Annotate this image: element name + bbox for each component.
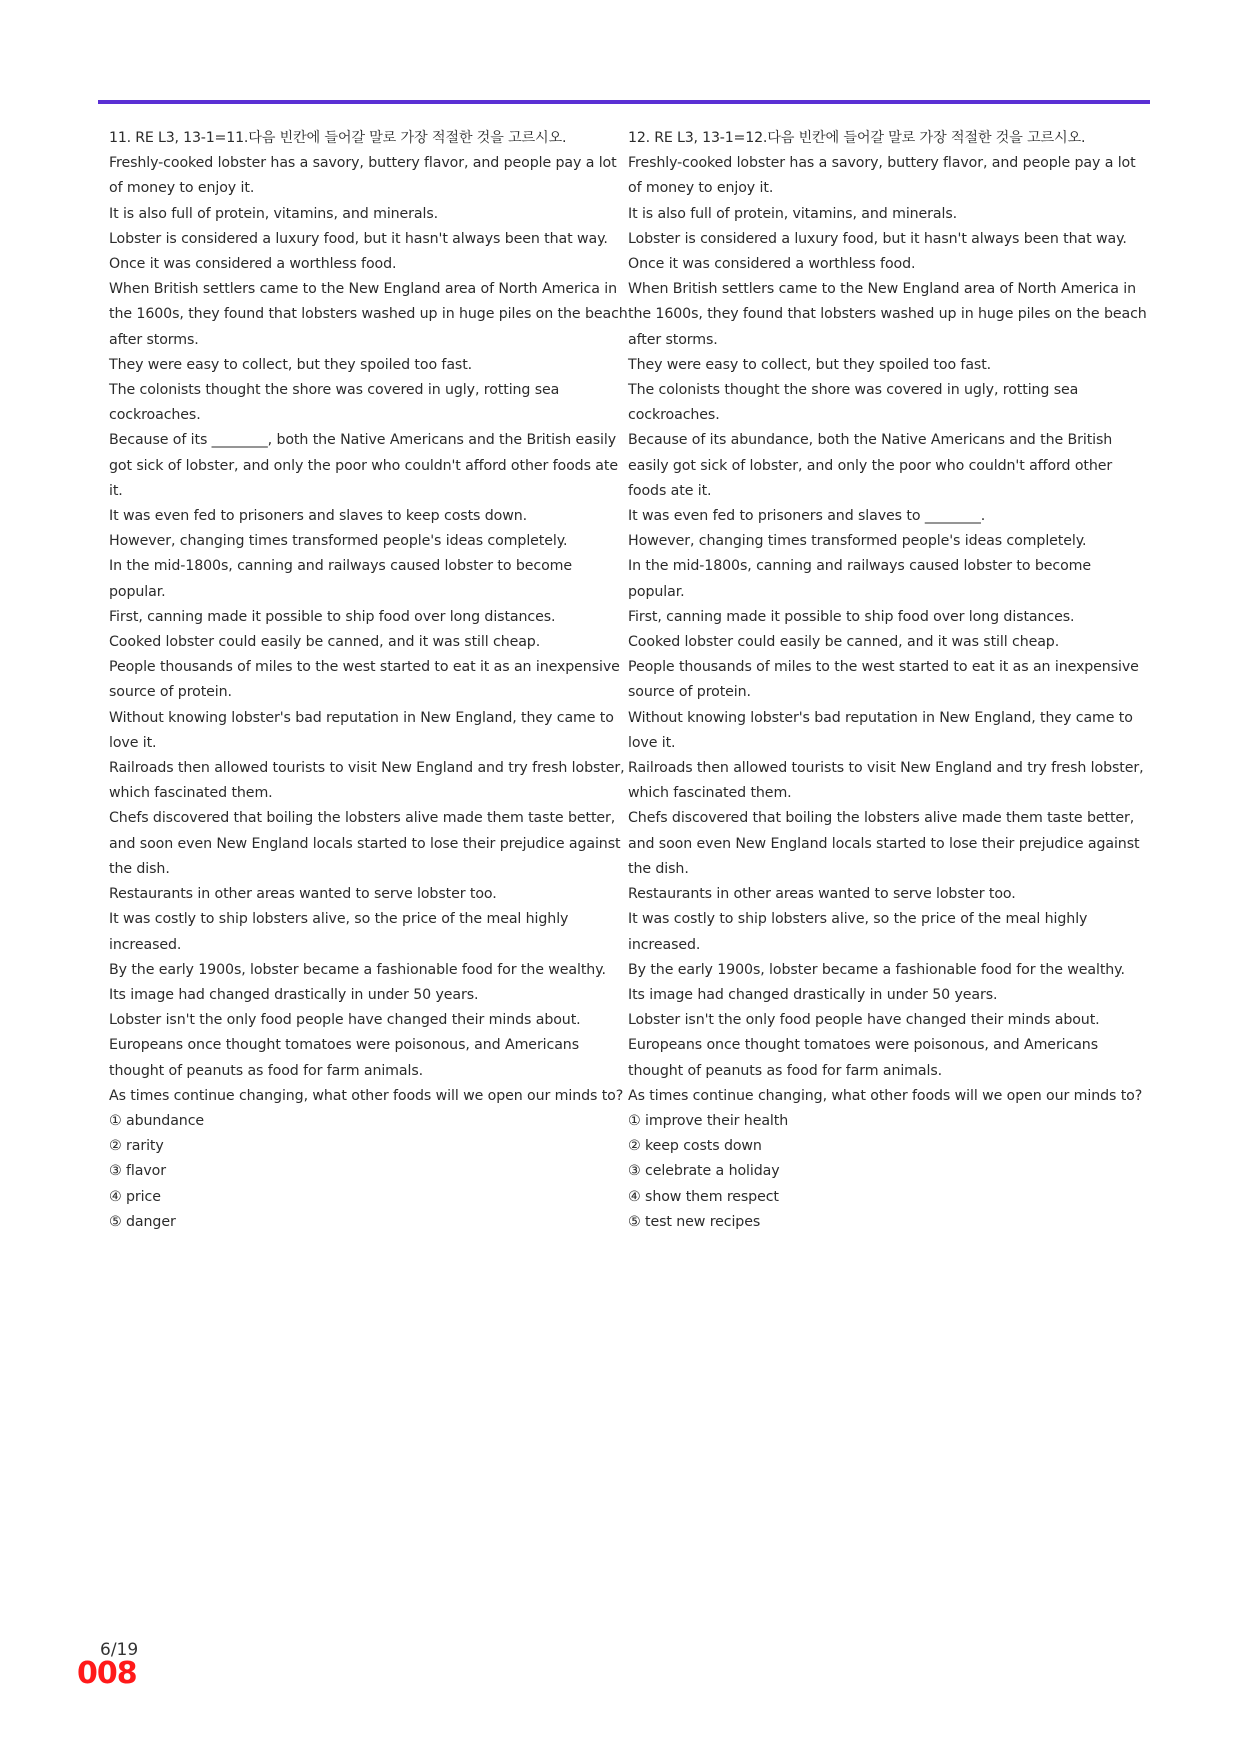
passage-sentence: They were easy to collect, but they spoiled too fast. (109, 356, 473, 373)
passage-sentence: As times continue changing, what other foods will we open our minds to? (628, 1087, 1143, 1104)
passage-sentence: Railroads then allowed tourists to visit New England and try fresh lobster, which fascinated them. (628, 760, 1144, 802)
answer-option[interactable]: ② keep costs down (628, 1138, 762, 1155)
passage-sentence: As times continue changing, what other foods will we open our minds to? (109, 1087, 624, 1104)
passage-sentence: Its image had changed drastically in under 50 years. (628, 986, 998, 1003)
passage-sentence: Europeans once thought tomatoes were poisonous, and Americans thought of peanuts as food for farm animals. (109, 1037, 579, 1079)
passage (109, 151, 629, 1109)
passage-sentence: Lobster is considered a luxury food, but it hasn't always been that way. (628, 230, 1127, 247)
answer-option[interactable]: ② rarity (109, 1138, 164, 1155)
answer-option[interactable]: ⑤ test new recipes (628, 1213, 761, 1230)
passage-sentence: Once it was considered a worthless food. (628, 256, 916, 273)
passage-sentence: Lobster is considered a luxury food, but it hasn't always been that way. (109, 230, 608, 247)
page-number: 6/19 (100, 1640, 139, 1660)
passage-sentence: The colonists thought the shore was covered in ugly, rotting sea cockroaches. (628, 382, 1079, 424)
passage-sentence: It is also full of protein, vitamins, and minerals. (109, 205, 439, 222)
question-12 (628, 126, 1148, 1235)
answer-option[interactable]: ④ show them respect (628, 1188, 779, 1205)
passage-sentence: Without knowing lobster's bad reputation in New England, they came to love it. (109, 709, 614, 751)
passage-sentence: Once it was considered a worthless food. (109, 256, 397, 273)
passage-sentence: Europeans once thought tomatoes were poisonous, and Americans thought of peanuts as food for farm animals. (628, 1037, 1098, 1079)
passage-sentence: In the mid-1800s, canning and railways caused lobster to become popular. (628, 558, 1092, 600)
passage-sentence: Freshly-cooked lobster has a savory, buttery flavor, and people pay a lot of money to enjoy it. (109, 155, 617, 197)
passage-sentence: Chefs discovered that boiling the lobsters alive made them taste better, and soon even New England locals started to lose their prejudice against the dish. (628, 810, 1140, 877)
passage-sentence: Without knowing lobster's bad reputation in New England, they came to love it. (628, 709, 1133, 751)
answer-option[interactable]: ③ celebrate a holiday (628, 1163, 780, 1180)
passage-sentence: It was even fed to prisoners and slaves to ________. (628, 508, 986, 525)
passage-sentence: Cooked lobster could easily be canned, and it was still cheap. (109, 634, 541, 651)
answer-option[interactable]: ⑤ danger (109, 1213, 176, 1230)
passage-sentence: Freshly-cooked lobster has a savory, buttery flavor, and people pay a lot of money to enjoy it. (628, 155, 1136, 197)
passage-sentence: Railroads then allowed tourists to visit New England and try fresh lobster, which fascinated them. (109, 760, 625, 802)
passage-sentence: When British settlers came to the New England area of North America in the 1600s, they found that lobsters washed up in huge piles on the beach after storms. (628, 281, 1147, 348)
passage-sentence: However, changing times transformed people's ideas completely. (109, 533, 568, 550)
passage-sentence: It was even fed to prisoners and slaves to keep costs down. (109, 508, 528, 525)
answer-option[interactable]: ① improve their health (628, 1112, 789, 1129)
question-11 (109, 126, 629, 1235)
passage-sentence: They were easy to collect, but they spoiled too fast. (628, 356, 992, 373)
passage-sentence: People thousands of miles to the west started to eat it as an inexpensive source of protein. (109, 659, 620, 701)
passage-sentence: The colonists thought the shore was covered in ugly, rotting sea cockroaches. (109, 382, 560, 424)
header-rule (98, 100, 1150, 104)
passage-sentence: People thousands of miles to the west started to eat it as an inexpensive source of protein. (628, 659, 1139, 701)
passage-sentence: By the early 1900s, lobster became a fashionable food for the wealthy. (109, 961, 606, 978)
question-header: 11. RE L3, 13-1=11.다음 빈칸에 들어갈 말로 가장 적절한 것을 고르시오. (109, 130, 567, 146)
passage-sentence: Cooked lobster could easily be canned, and it was still cheap. (628, 634, 1060, 651)
passage-sentence: It is also full of protein, vitamins, and minerals. (628, 205, 958, 222)
page-code: 008 (77, 1656, 137, 1691)
passage-sentence: First, canning made it possible to ship food over long distances. (109, 608, 556, 625)
answer-options (109, 1109, 629, 1235)
answer-option[interactable]: ① abundance (109, 1112, 205, 1129)
passage-sentence: Lobster isn't the only food people have changed their minds about. (109, 1012, 581, 1029)
passage-sentence: Chefs discovered that boiling the lobsters alive made them taste better, and soon even New England locals started to lose their prejudice against the dish. (109, 810, 621, 877)
answer-options (628, 1109, 1148, 1235)
passage-sentence: Restaurants in other areas wanted to serve lobster too. (628, 886, 1016, 903)
passage-sentence: Because of its abundance, both the Native Americans and the British easily got sick of lobster, and only the poor who couldn't afford other foods ate it. (628, 432, 1113, 499)
answer-option[interactable]: ③ flavor (109, 1163, 166, 1180)
passage-sentence: It was costly to ship lobsters alive, so the price of the meal highly increased. (109, 911, 569, 953)
passage-sentence: Its image had changed drastically in under 50 years. (109, 986, 479, 1003)
question-header: 12. RE L3, 13-1=12.다음 빈칸에 들어갈 말로 가장 적절한 것을 고르시오. (628, 130, 1086, 146)
passage-sentence: First, canning made it possible to ship food over long distances. (628, 608, 1075, 625)
passage-sentence: In the mid-1800s, canning and railways caused lobster to become popular. (109, 558, 573, 600)
passage-sentence: Restaurants in other areas wanted to serve lobster too. (109, 886, 497, 903)
passage-sentence: Because of its ________, both the Native Americans and the British easily got sick of lobster, and only the poor who couldn't afford other foods ate it. (109, 432, 618, 499)
passage-sentence: Lobster isn't the only food people have changed their minds about. (628, 1012, 1100, 1029)
passage (628, 151, 1148, 1109)
passage-sentence: However, changing times transformed people's ideas completely. (628, 533, 1087, 550)
answer-option[interactable]: ④ price (109, 1188, 161, 1205)
passage-sentence: When British settlers came to the New England area of North America in the 1600s, they found that lobsters washed up in huge piles on the beach after storms. (109, 281, 628, 348)
passage-sentence: By the early 1900s, lobster became a fashionable food for the wealthy. (628, 961, 1125, 978)
passage-sentence: It was costly to ship lobsters alive, so the price of the meal highly increased. (628, 911, 1088, 953)
